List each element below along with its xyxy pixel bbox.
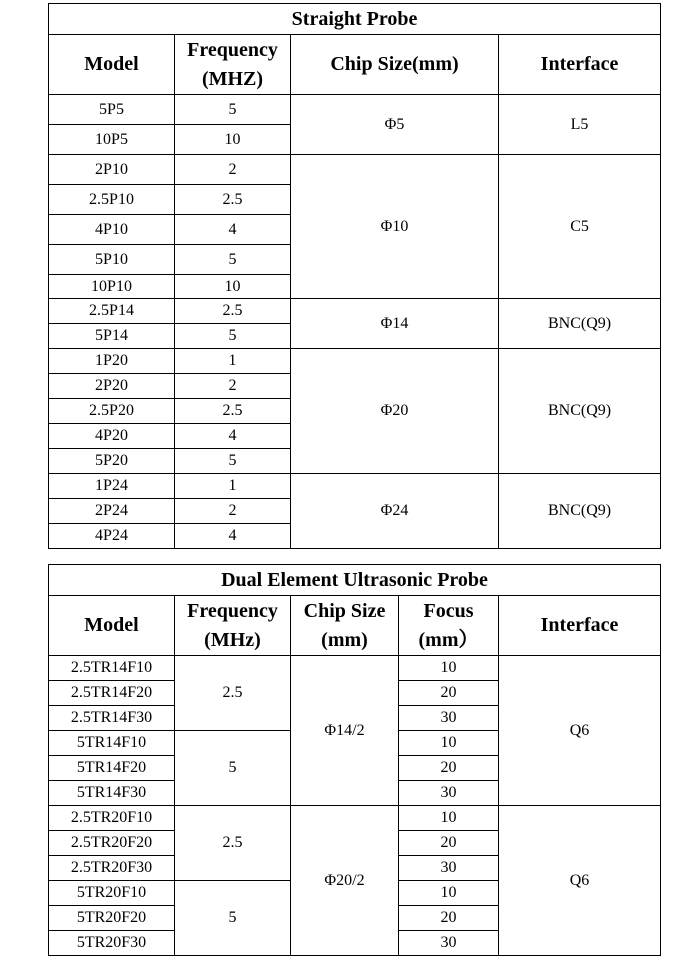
header-frequency: Frequency (MHz) <box>175 596 291 656</box>
model-cell: 5TR14F10 <box>49 731 175 756</box>
interface-cell: BNC(Q9) <box>499 349 661 474</box>
model-cell: 4P10 <box>49 215 175 245</box>
frequency-cell: 2.5 <box>175 399 291 424</box>
model-cell: 2.5TR20F30 <box>49 856 175 881</box>
interface-cell: BNC(Q9) <box>499 299 661 349</box>
frequency-cell: 5 <box>175 324 291 349</box>
focus-cell: 10 <box>399 881 499 906</box>
straight-probe-table <box>48 3 661 549</box>
model-cell: 4P24 <box>49 524 175 549</box>
header-focus: Focus (mm） <box>399 596 499 656</box>
header-model: Model <box>49 35 175 95</box>
chip-size-cell: Φ24 <box>291 474 499 549</box>
frequency-cell: 2 <box>175 499 291 524</box>
model-cell: 2.5P10 <box>49 185 175 215</box>
model-cell: 2P24 <box>49 499 175 524</box>
table-title: Dual Element Ultrasonic Probe <box>49 565 661 596</box>
model-cell: 2P10 <box>49 155 175 185</box>
chip-size-cell: Φ10 <box>291 155 499 299</box>
frequency-cell: 1 <box>175 349 291 374</box>
model-cell: 2.5TR14F30 <box>49 706 175 731</box>
focus-cell: 20 <box>399 831 499 856</box>
model-cell: 5TR20F10 <box>49 881 175 906</box>
header-model: Model <box>49 596 175 656</box>
model-cell: 4P20 <box>49 424 175 449</box>
frequency-cell: 4 <box>175 524 291 549</box>
header-chip-size: Chip Size(mm) <box>291 35 499 95</box>
interface-cell: Q6 <box>499 656 661 806</box>
frequency-cell: 5 <box>175 881 291 956</box>
chip-size-cell: Φ20/2 <box>291 806 399 956</box>
focus-cell: 10 <box>399 806 499 831</box>
model-cell: 5TR14F20 <box>49 756 175 781</box>
focus-cell: 20 <box>399 681 499 706</box>
interface-cell: BNC(Q9) <box>499 474 661 549</box>
header-chip-size: Chip Size (mm) <box>291 596 399 656</box>
model-cell: 5P14 <box>49 324 175 349</box>
model-cell: 5P10 <box>49 245 175 275</box>
model-cell: 2P20 <box>49 374 175 399</box>
chip-size-cell: Φ14/2 <box>291 656 399 806</box>
focus-cell: 10 <box>399 656 499 681</box>
model-cell: 1P24 <box>49 474 175 499</box>
interface-cell: Q6 <box>499 806 661 956</box>
model-cell: 2.5TR20F10 <box>49 806 175 831</box>
frequency-cell: 2 <box>175 155 291 185</box>
dual-element-probe-table <box>48 564 661 956</box>
chip-size-cell: Φ14 <box>291 299 499 349</box>
table-title: Straight Probe <box>49 4 661 35</box>
frequency-cell: 1 <box>175 474 291 499</box>
focus-cell: 10 <box>399 731 499 756</box>
interface-cell: L5 <box>499 95 661 155</box>
model-cell: 2.5TR20F20 <box>49 831 175 856</box>
model-cell: 2.5P14 <box>49 299 175 324</box>
header-frequency: Frequency (MHZ) <box>175 35 291 95</box>
frequency-cell: 4 <box>175 215 291 245</box>
frequency-cell: 2.5 <box>175 299 291 324</box>
model-cell: 5P5 <box>49 95 175 125</box>
focus-cell: 30 <box>399 856 499 881</box>
frequency-cell: 5 <box>175 245 291 275</box>
frequency-cell: 5 <box>175 731 291 806</box>
model-cell: 5TR20F20 <box>49 906 175 931</box>
frequency-cell: 10 <box>175 125 291 155</box>
frequency-cell: 4 <box>175 424 291 449</box>
focus-cell: 20 <box>399 906 499 931</box>
interface-cell: C5 <box>499 155 661 299</box>
focus-cell: 20 <box>399 756 499 781</box>
header-interface: Interface <box>499 35 661 95</box>
focus-cell: 30 <box>399 781 499 806</box>
model-cell: 2.5P20 <box>49 399 175 424</box>
frequency-cell: 2.5 <box>175 656 291 731</box>
frequency-cell: 2.5 <box>175 185 291 215</box>
frequency-cell: 10 <box>175 275 291 299</box>
model-cell: 10P10 <box>49 275 175 299</box>
header-interface: Interface <box>499 596 661 656</box>
model-cell: 2.5TR14F20 <box>49 681 175 706</box>
focus-cell: 30 <box>399 931 499 956</box>
model-cell: 1P20 <box>49 349 175 374</box>
model-cell: 5P20 <box>49 449 175 474</box>
frequency-cell: 2 <box>175 374 291 399</box>
frequency-cell: 5 <box>175 95 291 125</box>
frequency-cell: 5 <box>175 449 291 474</box>
model-cell: 5TR14F30 <box>49 781 175 806</box>
model-cell: 10P5 <box>49 125 175 155</box>
frequency-cell: 2.5 <box>175 806 291 881</box>
chip-size-cell: Φ5 <box>291 95 499 155</box>
model-cell: 5TR20F30 <box>49 931 175 956</box>
model-cell: 2.5TR14F10 <box>49 656 175 681</box>
focus-cell: 30 <box>399 706 499 731</box>
chip-size-cell: Φ20 <box>291 349 499 474</box>
